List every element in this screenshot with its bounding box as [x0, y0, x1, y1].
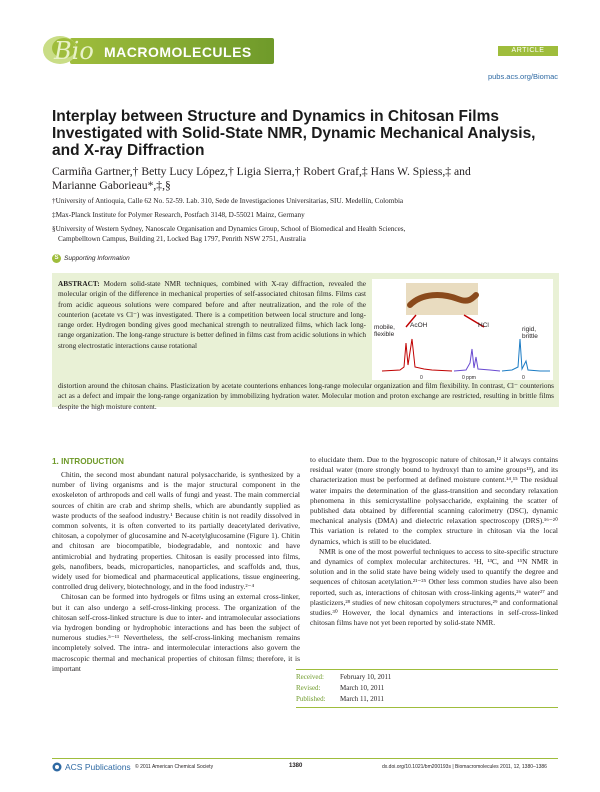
logo-bio-text: Bio: [54, 37, 94, 65]
right-column: [310, 455, 558, 628]
affiliation-3-cont: Campbelltown Campus, Building 21, Locked Bag 1797, Penrith NSW 2751, Australia: [58, 235, 306, 243]
acoh-label: AcOH: [410, 322, 428, 329]
rigid-label: rigid,: [522, 326, 537, 333]
flexible-label: flexible: [374, 331, 395, 338]
article-title: Interplay between Structure and Dynamics in Chitosan Films Investigated with Solid-State NMR, Dynamic Mechanical Analysis, and X-ray Diffraction: [52, 108, 536, 159]
abstract-text-top: [58, 279, 366, 351]
axis-tick-1: 0: [420, 375, 423, 380]
affiliation-1: †University of Antioquia, Calle 62 No. 52-59. Lab. 310, Sede de Investigaciones Universitarias, SIU. Medellín, Colombia: [52, 197, 404, 205]
published-label: Published:: [296, 695, 326, 703]
published-date: March 11, 2011: [340, 695, 384, 703]
author-line-1: Carmiña Gartner,† Betty Lucy López,† Ligia Sierra,† Robert Graf,‡ Hans W. Spiess,‡ and: [52, 165, 471, 178]
publication-dates: [296, 672, 558, 705]
toc-graphic: [372, 279, 553, 380]
received-label: Received:: [296, 673, 324, 681]
abstract-label: ABSTRACT:: [58, 279, 100, 288]
intro-paragraph-2: Chitosan can be formed into hydrogels or films using an external cross-linker, but it can also undergo a self-cross-linking process. The organization of the chitosan self-cross-linked structure is due to inter- and intramolecular associations via hydrogen bonding or hydrophobic interactions and has been the subject of numerous studies.⁵⁻¹¹ Nevertheless, the self-cross-linking mechanism remains incompletely solved. The intra- and intermolecular interactions also govern the macroscopic thermal and mechanical properties of chitosan films; therefore, it is important: [52, 592, 300, 673]
revised-date: March 10, 2011: [340, 684, 385, 692]
hcl-label: HCl: [478, 322, 489, 329]
left-column: [52, 470, 300, 674]
footer-rule: [52, 758, 558, 759]
supporting-info-link[interactable]: Supporting Information: [64, 255, 130, 262]
received-row: [296, 672, 558, 683]
doi-citation[interactable]: dx.doi.org/10.1021/bm200193s | Biomacromolecules 2011, 12, 1380–1386: [382, 764, 547, 770]
axis-tick-3: 0: [522, 375, 525, 380]
revised-row: [296, 683, 558, 694]
affiliation-2: ‡Max-Planck Institute for Polymer Research, Postfach 3148, D-55021 Mainz, Germany: [52, 211, 305, 219]
copyright-text: © 2011 American Chemical Society: [135, 764, 214, 770]
revised-label: Revised:: [296, 684, 321, 692]
acs-logo-icon: [52, 762, 62, 772]
author-list: [52, 165, 552, 193]
brittle-label: brittle: [522, 333, 538, 340]
dates-top-rule: [296, 669, 558, 670]
abstract-text-bottom: distortion around the chitosan chains. Plasticization by acetate counterions enhances long-range molecular organization and film flexibility. In contrast, Cl⁻ counterions act as a defect and impair the long-range organization by immobilizing hydration water. Molecular motion and proton exchange are restricted, resulting in brittle films despite the high moisture content.: [58, 381, 554, 411]
intro-paragraph-4: NMR is one of the most powerful techniques to access to site-specific structure and dynamics of complex molecular architectures. ¹H, ¹³C, and ¹⁵N NMR in solution and in the solid state have being widely used to quantify the degree and sequences of chitosan acetylation.²¹⁻²⁵ Other less common studies have also been reported, such as, interactions of chitosan with cross-linking agents,²⁶ water²⁷ and plasticizers,²⁸ studies of new chitosan copolymers structures,²⁹ and conformational studies.³⁰ However, the local dynamics and interactions in self-cross-linked chitosan films have not yet been reported by solid-state NMR.: [310, 546, 558, 628]
axis-tick-2: 0 ppm: [462, 375, 476, 380]
abstract-body-top: Modern solid-state NMR techniques, combined with X-ray diffraction, revealed the molecular origin of the difference in mechanical properties of self-associated chitosan films. Films cast from acidic aqueous solutions were compared before and after neutralization, and the role of the counterion (acetate vs Cl⁻) was investigated. There is a competition between local structure and long-range order. Hydrogen bonding gives good mechanical strength to neutralized films, which lack long-range organization. The long-range structure is better defined in films cast from acidic solutions in which strong electrostatic interactions cause rotational: [58, 279, 366, 350]
affiliation-3: §University of Western Sydney, Nanoscale Organisation and Dynamics Group, School of Biomedical and Health Sciences,: [52, 225, 406, 233]
intro-paragraph-3: to elucidate them. Due to the hygroscopic nature of chitosan,¹² it always contains residual water (more strongly bound to hydroxyl than to amine groups¹³), and its characterization must be performed at defined moisture content.¹⁴,¹⁵ The residual water impairs the determination of the glass-transition and secondary relaxation phenomena in this semicrystalline polysaccharide, explaining the scatter of published data obtained by differential scanning calorimetry (DSC), dynamic mechanical analysis (DMA) and dielectric relaxation spectroscopy (DRS).¹⁶⁻²⁰ This variation is related to the complex structure in chitosan via the local dynamics, which is still to be elucidated.: [310, 455, 558, 546]
supporting-info-icon[interactable]: S: [52, 254, 61, 263]
journal-url-link[interactable]: pubs.acs.org/Biomac: [487, 72, 558, 81]
page-number: 1380: [289, 763, 303, 769]
author-line-2: Marianne Gaborieau*,‡,§: [52, 179, 171, 192]
article-type-badge: ARTICLE: [498, 46, 558, 56]
received-date: February 10, 2011: [340, 673, 392, 681]
published-row: [296, 694, 558, 705]
section-heading-introduction: 1. INTRODUCTION: [52, 457, 124, 466]
acs-publications-logo: ACS Publications: [65, 762, 131, 772]
logo-macromolecules-text: MACROMOLECULES: [104, 44, 252, 60]
dates-bottom-rule: [296, 707, 558, 708]
mobile-label: mobile,: [374, 324, 395, 331]
intro-paragraph-1: Chitin, the second most abundant natural polysaccharide, is synthesized by a number of living organisms and is the major structural component in the exoskeleton of arthropods and cell walls of fungi and yeast. The main commercial sources of chitin are crab and shrimp shells, which are abundantly supplied as waste products of the seafood industry.¹ Because chitin is not readily dissolved in common solvents, it is often converted to its partially deacetylated derivative, chitosan, a copolymer of glucosamine and N-acetylglucosamine (Figure 1). Chitin and chitosan are biocompatible, biodegradable, and nontoxic and have antimicrobial and hydrating properties. Chitosan is easily processed into films, gels, nanofibers, beads, microparticles, nanoparticles, and scaffolds and, thus, widely used for biomedical and pharmaceutical applications, tissue engineering, controlled drug delivery, biotechnology, and in the food industry.²⁻⁴: [52, 470, 300, 592]
